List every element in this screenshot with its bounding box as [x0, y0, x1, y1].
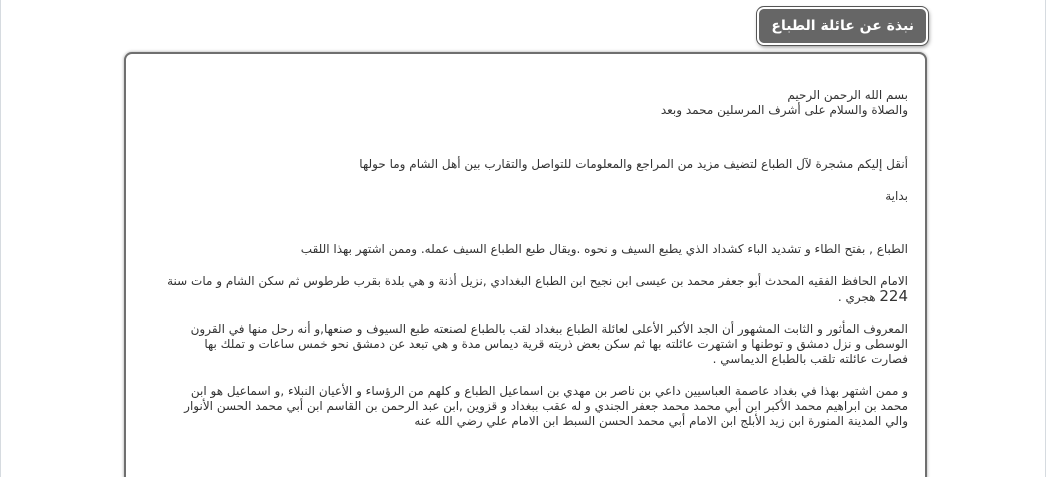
- basmala-line-2: والصلاة والسلام على أشرف المرسلين محمد وبعد: [660, 103, 908, 117]
- famous-line-3: والي المدينة المنورة ابن زيد الأبلج ابن الامام أبي محمد الحسن السبط ابن الامام علي رضي الله عنه: [414, 414, 908, 428]
- start-paragraph: بداية: [885, 189, 908, 203]
- known-line-3: فصارت عائلته تلقب بالطباع الديماسي .: [712, 352, 908, 366]
- famous-line-1: و ممن اشتهر بهذا في بغداد عاصمة العباسيين داعي بن ناصر بن مهدي بن اسماعيل الطباع و كلهم من الرؤساء و الأعيان النبلاء ,و اسماعيل هو ابن: [190, 384, 908, 398]
- famous-paragraph: [140, 384, 908, 429]
- article-body: [126, 54, 925, 429]
- imam-paragraph: [140, 274, 908, 305]
- basmala-paragraph: [140, 88, 908, 118]
- intro-paragraph: أنقل إليكم مشجرة لآل الطباع لتضيف مزيد من المراجع والمعلومات للتواصل والتقارب بين أهل الشام وما حولها: [359, 157, 908, 171]
- known-paragraph: [140, 322, 908, 367]
- imam-text: الامام الحافظ الفقيه المحدث أبو جعفر محمد بن عيسى ابن نجيح ابن الطباع البغدادي ,نزيل أذنة و هي بلدة بقرب طرطوس ثم سكن الشام و مات سنة: [167, 274, 908, 288]
- known-line-1: المعروف المأثور و الثابت المشهور أن الجد الأكبر الأعلى لعائلة الطباع ببغداد لقب بالطباع لصنعته طبع السيوف و صنعها,و أنه رحل منها في القرون: [190, 322, 908, 336]
- definition-paragraph: الطباع , بفتح الطاء و تشديد الباء كشداد الذي يطبع السيف و نحوه .ويقال طبع الطباع السيف عمله. وممن اشتهر بهذا اللقب: [300, 242, 908, 256]
- known-line-2: الوسطى و نزل دمشق و توطنها و اشتهرت عائلته بها ثم سكن بعض ذريته قرية ديماس مدة و هي تبعد عن دمشق نحو خمس ساعات و تملك بها: [204, 337, 908, 351]
- basmala-line-1: بسم الله الرحمن الرحيم: [787, 88, 908, 102]
- page-title: نبذة عن عائلة الطباع: [757, 7, 928, 45]
- imam-year: 224: [879, 287, 908, 305]
- article-container: [124, 52, 927, 477]
- famous-line-2: محمد بن ابراهيم محمد الأكبر ابن أبي محمد محمد جعفر الجندي و له عقب ببغداد و قزوين ,ابن عبد الرحمن بن القاسم ابن أبي محمد الحسن الأنوار: [184, 399, 908, 413]
- imam-suffix: هجري .: [837, 290, 876, 304]
